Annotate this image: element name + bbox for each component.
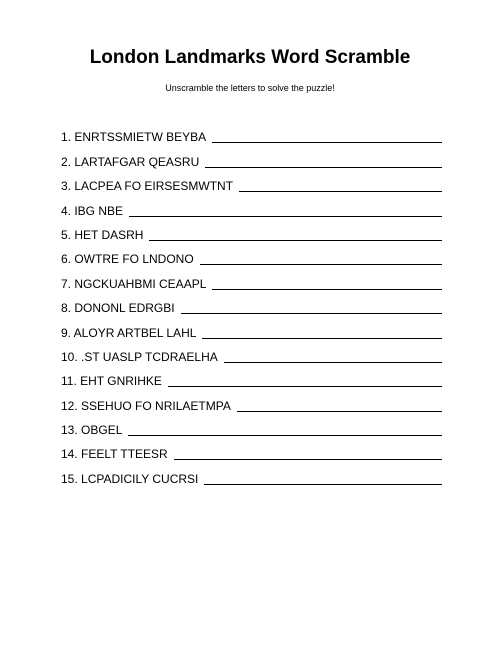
answer-line[interactable] (168, 386, 442, 387)
list-item (61, 437, 442, 461)
scrambled-word: 11. EHT GNRIHKE (61, 374, 162, 389)
scrambled-word: 13. OBGEL (61, 423, 123, 438)
scrambled-word: 8. DONONL EDRGBI (61, 301, 175, 316)
list-item (61, 120, 442, 144)
list-item (61, 388, 442, 412)
answer-line[interactable] (212, 289, 442, 290)
list-item (61, 242, 442, 266)
scrambled-word: 7. NGCKUAHBMI CEAAPL (61, 276, 207, 291)
list-item (61, 413, 442, 437)
list-item (61, 144, 442, 168)
scrambled-word: 14. FEELT TTEESR (61, 447, 168, 462)
list-item (61, 266, 442, 290)
scrambled-word: 6. OWTRE FO LNDONO (61, 252, 194, 267)
answer-line[interactable] (149, 240, 442, 241)
answer-line[interactable] (224, 362, 442, 363)
scrambled-word: 10. .ST UASLP TCDRAELHA (61, 349, 218, 364)
answer-line[interactable] (204, 484, 442, 485)
answer-line[interactable] (128, 435, 442, 436)
answer-line[interactable] (174, 459, 442, 460)
scramble-list (61, 120, 442, 486)
list-item (61, 193, 442, 217)
scrambled-word: 12. SSEHUO FO NRILAETMPA (61, 398, 231, 413)
list-item (61, 364, 442, 388)
answer-line[interactable] (239, 191, 442, 192)
scrambled-word: 9. ALOYR ARTBEL LAHL (61, 325, 197, 340)
list-item (61, 315, 442, 339)
scrambled-word: 5. HET DASRH (61, 227, 144, 242)
list-item (61, 461, 442, 485)
list-item (61, 169, 442, 193)
answer-line[interactable] (202, 338, 442, 339)
list-item (61, 291, 442, 315)
list-item (61, 340, 442, 364)
scrambled-word: 4. IBG NBE (61, 203, 124, 218)
scrambled-word: 2. LARTAFGAR QEASRU (61, 154, 200, 169)
list-item (61, 218, 442, 242)
answer-line[interactable] (129, 216, 442, 217)
scrambled-word: 3. LACPEA FO EIRSESMWTNT (61, 179, 234, 194)
answer-line[interactable] (212, 142, 442, 143)
scrambled-word: 1. ENRTSSMIETW BEYBA (61, 130, 207, 145)
page-title: London Landmarks Word Scramble (89, 47, 411, 68)
instructions: Unscramble the letters to solve the puzzle! (165, 83, 335, 93)
answer-line[interactable] (205, 167, 442, 168)
scrambled-word: 15. LCPADICILY CUCRSI (61, 471, 199, 486)
answer-line[interactable] (237, 411, 442, 412)
answer-line[interactable] (181, 313, 442, 314)
answer-line[interactable] (200, 264, 442, 265)
